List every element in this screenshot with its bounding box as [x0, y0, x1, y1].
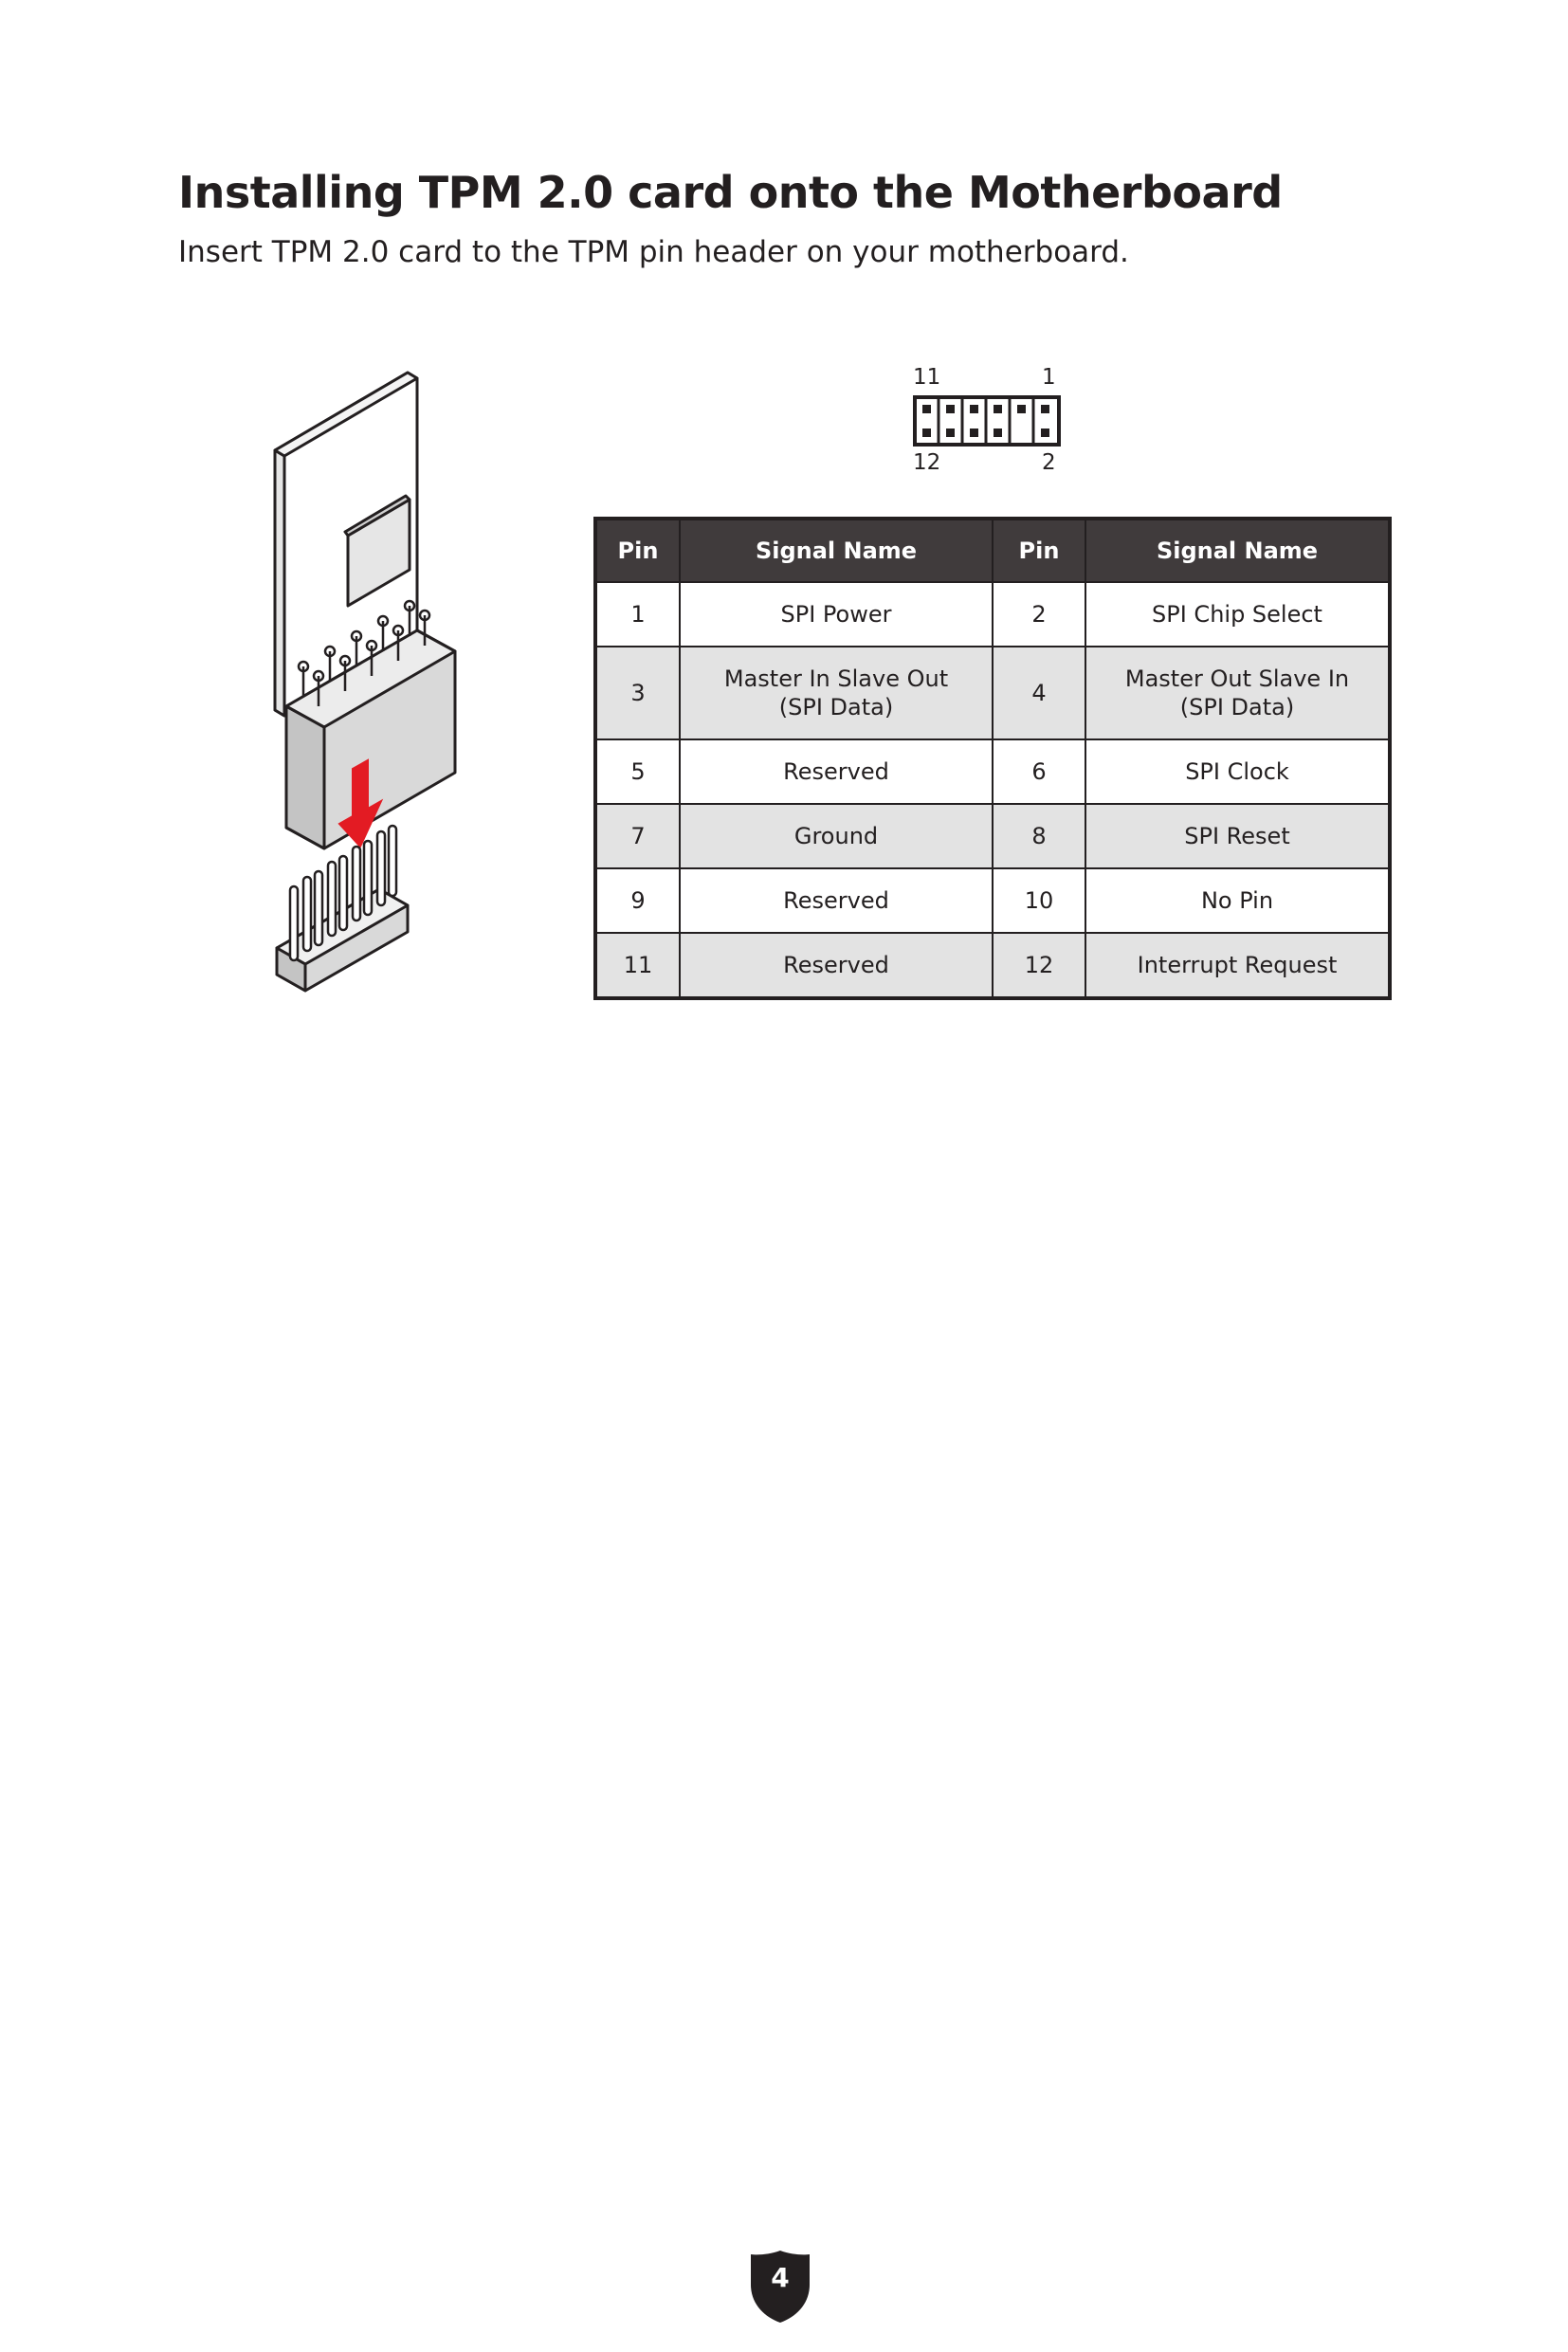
page-subtitle: Insert TPM 2.0 card to the TPM pin header on your motherboard.	[178, 235, 1129, 269]
signal-cell: Ground	[680, 804, 993, 868]
pin-cell: 1	[595, 582, 680, 647]
signal-cell: Reserved	[680, 868, 993, 933]
signal-cell: SPI Chip Select	[1085, 582, 1390, 647]
pin-cell: 8	[993, 804, 1085, 868]
pin-cell: 12	[993, 933, 1085, 998]
signal-cell: SPI Reset	[1085, 804, 1390, 868]
pin-layout-diagram	[905, 365, 1076, 479]
pin-label-bottom-right: 2	[1042, 450, 1056, 475]
header-pin: Pin	[993, 519, 1085, 582]
pin-grid-icon	[913, 395, 1061, 447]
pin-header-icon	[277, 826, 408, 991]
pin-label-top-left: 11	[913, 365, 941, 390]
signal-line: Master Out Slave In	[1124, 665, 1350, 692]
pin-label-bottom-left: 12	[913, 450, 941, 475]
header-signal-name: Signal Name	[1085, 519, 1390, 582]
table-row	[595, 804, 1390, 868]
signal-cell	[1085, 647, 1390, 739]
signal-cell: Reserved	[680, 933, 993, 998]
page-title: Installing TPM 2.0 card onto the Motherboard	[178, 167, 1283, 218]
table-row	[595, 933, 1390, 998]
pin-cell: 4	[993, 647, 1085, 739]
pin-cell: 2	[993, 582, 1085, 647]
pin-cell: 5	[595, 739, 680, 804]
signal-cell: SPI Power	[680, 582, 993, 647]
table-row	[595, 739, 1390, 804]
pin-cell: 7	[595, 804, 680, 868]
table-row	[595, 582, 1390, 647]
pin-cell: 9	[595, 868, 680, 933]
pin-cell: 11	[595, 933, 680, 998]
page-number: 4	[771, 2262, 790, 2293]
pin-cell: 10	[993, 868, 1085, 933]
signal-cell: Interrupt Request	[1085, 933, 1390, 998]
header-signal-name: Signal Name	[680, 519, 993, 582]
signal-line: (SPI Data)	[1179, 694, 1295, 720]
tpm-card-illustration	[265, 365, 483, 1010]
pin-label-top-right: 1	[1042, 365, 1056, 390]
header-pin: Pin	[595, 519, 680, 582]
signal-cell: No Pin	[1085, 868, 1390, 933]
tpm-pin-table	[593, 517, 1392, 1000]
pin-cell: 6	[993, 739, 1085, 804]
table-row	[595, 647, 1390, 739]
signal-line: Master In Slave Out	[723, 665, 949, 692]
pin-cell: 3	[595, 647, 680, 739]
signal-cell: Reserved	[680, 739, 993, 804]
table-row	[595, 868, 1390, 933]
signal-cell: SPI Clock	[1085, 739, 1390, 804]
signal-line: (SPI Data)	[778, 694, 894, 720]
signal-cell	[680, 647, 993, 739]
table-header-row	[595, 519, 1390, 582]
